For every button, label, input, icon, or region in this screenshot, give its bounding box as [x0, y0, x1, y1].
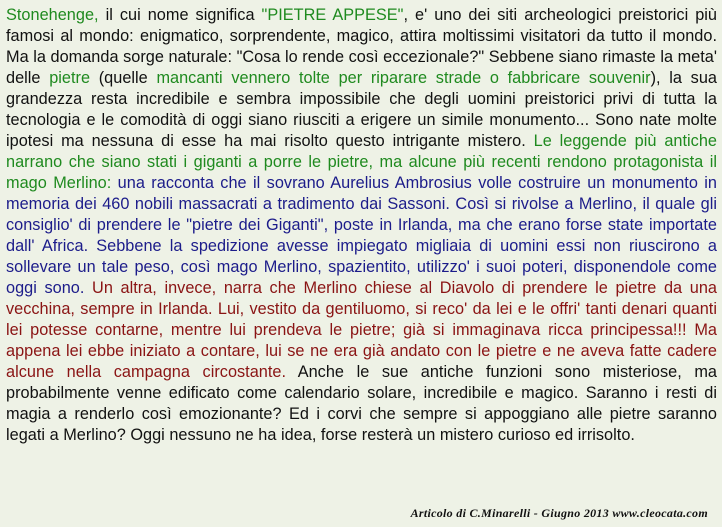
text-quelle: (quelle [90, 69, 157, 87]
text-grandezza: ), la sua grandezza resta incredibile e sembra impossibile che degli uomini preistorici privi di tutta la tecnologia e le comodità di oggi siano riusciti a erigere un simile monumento... Sono nate molte ipotesi ma nessuna di esse ha mai risolto questo intrigante mistero. [6, 69, 717, 150]
footer-credit: Articolo di C.Minarelli - Giugno 2013 www.cleocata.com [410, 506, 708, 520]
text-conclusion: Anche le sue antiche funzioni sono misteriose, ma probabilmente venne edificato come calendario solare, incredibile e magico. Saranno i resti di magia a renderlo così emozionante? Ed i corvi che sempre si appoggiano alle pietre saranno legati a Merlino? Oggi nessuno ne ha idea, forse resterà un mistero curioso ed irrisolto. [6, 363, 717, 444]
text-mancanti: mancanti vennero tolte per riparare strade o fabbricare souvenir [156, 69, 651, 87]
text-intro: il cui nome significa [98, 6, 262, 24]
article-text [6, 5, 717, 446]
text-legend-diavolo: Un altra, invece, narra che Merlino chiese al Diavolo di prendere le pietre da una vecchina, sempre in Irlanda. Lui, vestito da gentiluomo, si reco' da lei e le offri' tanti denari quanti lei potesse contarne, mentre lui prendeva le pietre; già si immaginava ricca principessa!!! Ma appena lei ebbe iniziato a contare, lui se ne era già andato con le pietre e ne aveva fatte cadere alcune nella campagna circostante. [6, 279, 717, 381]
text-stonehenge: Stonehenge, [6, 6, 99, 24]
text-description: , e' uno dei siti archeologici preistorici più famosi al mondo: enigmatico, sorprendente, magico, attira moltissimi visitatori da tutto il mondo. Ma la domanda sorge naturale: "Cosa lo rende così eccezionale?" Sebbene siano rimaste la meta' delle [6, 6, 717, 87]
text-leggende: Le leggende più antiche narrano che siano stati i giganti a porre le pietre, ma alcune più recenti rendono protagonista il mago Merlino: [6, 132, 717, 192]
text-legend-aurelius: una racconta che il sovrano Aurelius Ambrosius volle costruire un monumento in memoria dei 460 nobili massacrati a tradimento dai Sassoni. Così si rivolse a Merlino, il quale gli consiglio' di prendere le "pietre dei Giganti", poste in Irlanda, ma che erano forse state importate dall' Africa. Sebbene la spedizione avesse impiegato migliaia di uomini essi non riuscirono a sollevare un tale peso, così mago Merlino, spazientito, utilizzo' i suoi poteri, disponendole come oggi sono. [6, 174, 718, 297]
text-pietre: pietre [49, 69, 91, 87]
text-pietre-appese: "PIETRE APPESE" [261, 6, 404, 24]
